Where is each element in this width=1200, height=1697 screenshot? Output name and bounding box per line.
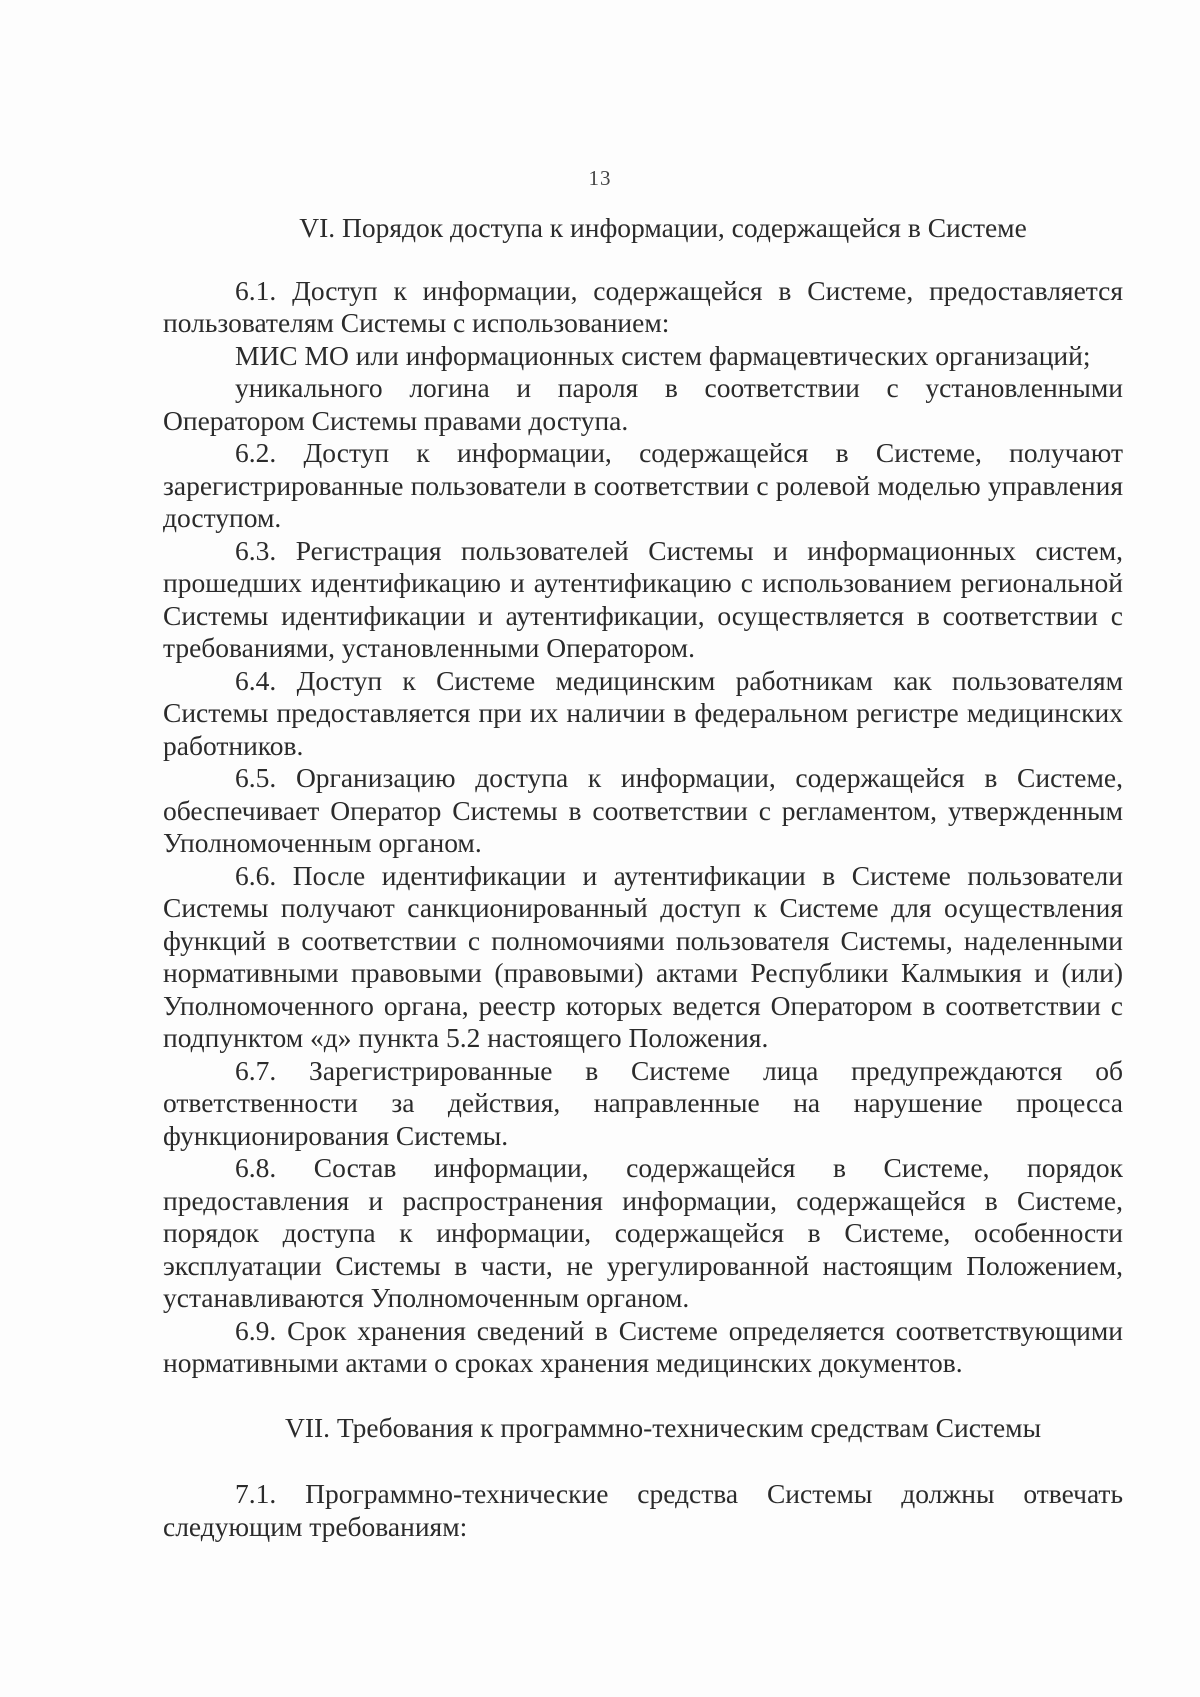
- page-number: 13: [588, 166, 612, 190]
- paragraph-7-1: 7.1. Программно-технические средства Системы должны отвечать следующим требованиям:: [163, 1478, 1123, 1542]
- paragraph-6-1: 6.1. Доступ к информации, содержащейся в Системе, предоставляется пользователям Системы с использованием:: [163, 274, 1123, 338]
- section-7-heading: VII. Требования к программно-техническим средствам Системы: [284, 1411, 1042, 1443]
- paragraph-6-2: 6.2. Доступ к информации, содержащейся в Системе, получают зарегистрированные пользователи в соответствии с ролевой моделью управления доступом.: [163, 437, 1123, 533]
- paragraph-6-9: 6.9. Срок хранения сведений в Системе определяется соответствующими нормативными актами о сроках хранения медицинских документов.: [163, 1314, 1123, 1378]
- paragraph-6-6: 6.6. После идентификации и аутентификации в Системе пользователи Системы получают санкционированный доступ к Системе для осуществления функций в соответствии с полномочиями пользователя Системы, наделенными нормативными правовыми (правовыми) актами Республики Калмыкия и (или) Уполномоченного органа, реестр которых ведется Оператором в соответствии с подпунктом «д» пункта 5.2 настоящего Положения.: [163, 859, 1123, 1053]
- paragraph-6-3: 6.3. Регистрация пользователей Системы и информационных систем, прошедших идентификацию и аутентификацию с использованием региональной Системы идентификации и аутентификации, осуществляется в соответствии с требованиями, установленными Оператором.: [163, 534, 1123, 663]
- paragraph-6-4: 6.4. Доступ к Системе медицинским работникам как пользователям Системы предоставляется при их наличии в федеральном регистре медицинских работников.: [163, 664, 1123, 761]
- paragraph-6-5: 6.5. Организацию доступа к информации, содержащейся в Системе, обеспечивает Оператор Системы в соответствии с регламентом, утвержденным Уполномоченным органом.: [163, 762, 1123, 858]
- paragraph-6-7: 6.7. Зарегистрированные в Системе лица предупреждаются об ответственности за действия, направленные на нарушение процесса функционирования Системы.: [163, 1054, 1123, 1151]
- list-item-mis-mo: МИС МО или информационных систем фармацевтических организаций;: [235, 339, 1091, 371]
- list-item-login-password: уникального логина и пароля в соответствии с установленными Оператором Системы правами доступа.: [163, 372, 1123, 436]
- section-6-heading: VI. Порядок доступа к информации, содержащейся в Системе: [299, 212, 1027, 243]
- paragraph-6-8: 6.8. Состав информации, содержащейся в Системе, порядок предоставления и распространения информации, содержащейся в Системе, порядок доступа к информации, содержащейся в Системе, особенности эксплуатации Системы в части, не урегулированной настоящим Положением, устанавливаются Уполномоченным органом.: [163, 1152, 1123, 1313]
- document-body: [163, 212, 1123, 1543]
